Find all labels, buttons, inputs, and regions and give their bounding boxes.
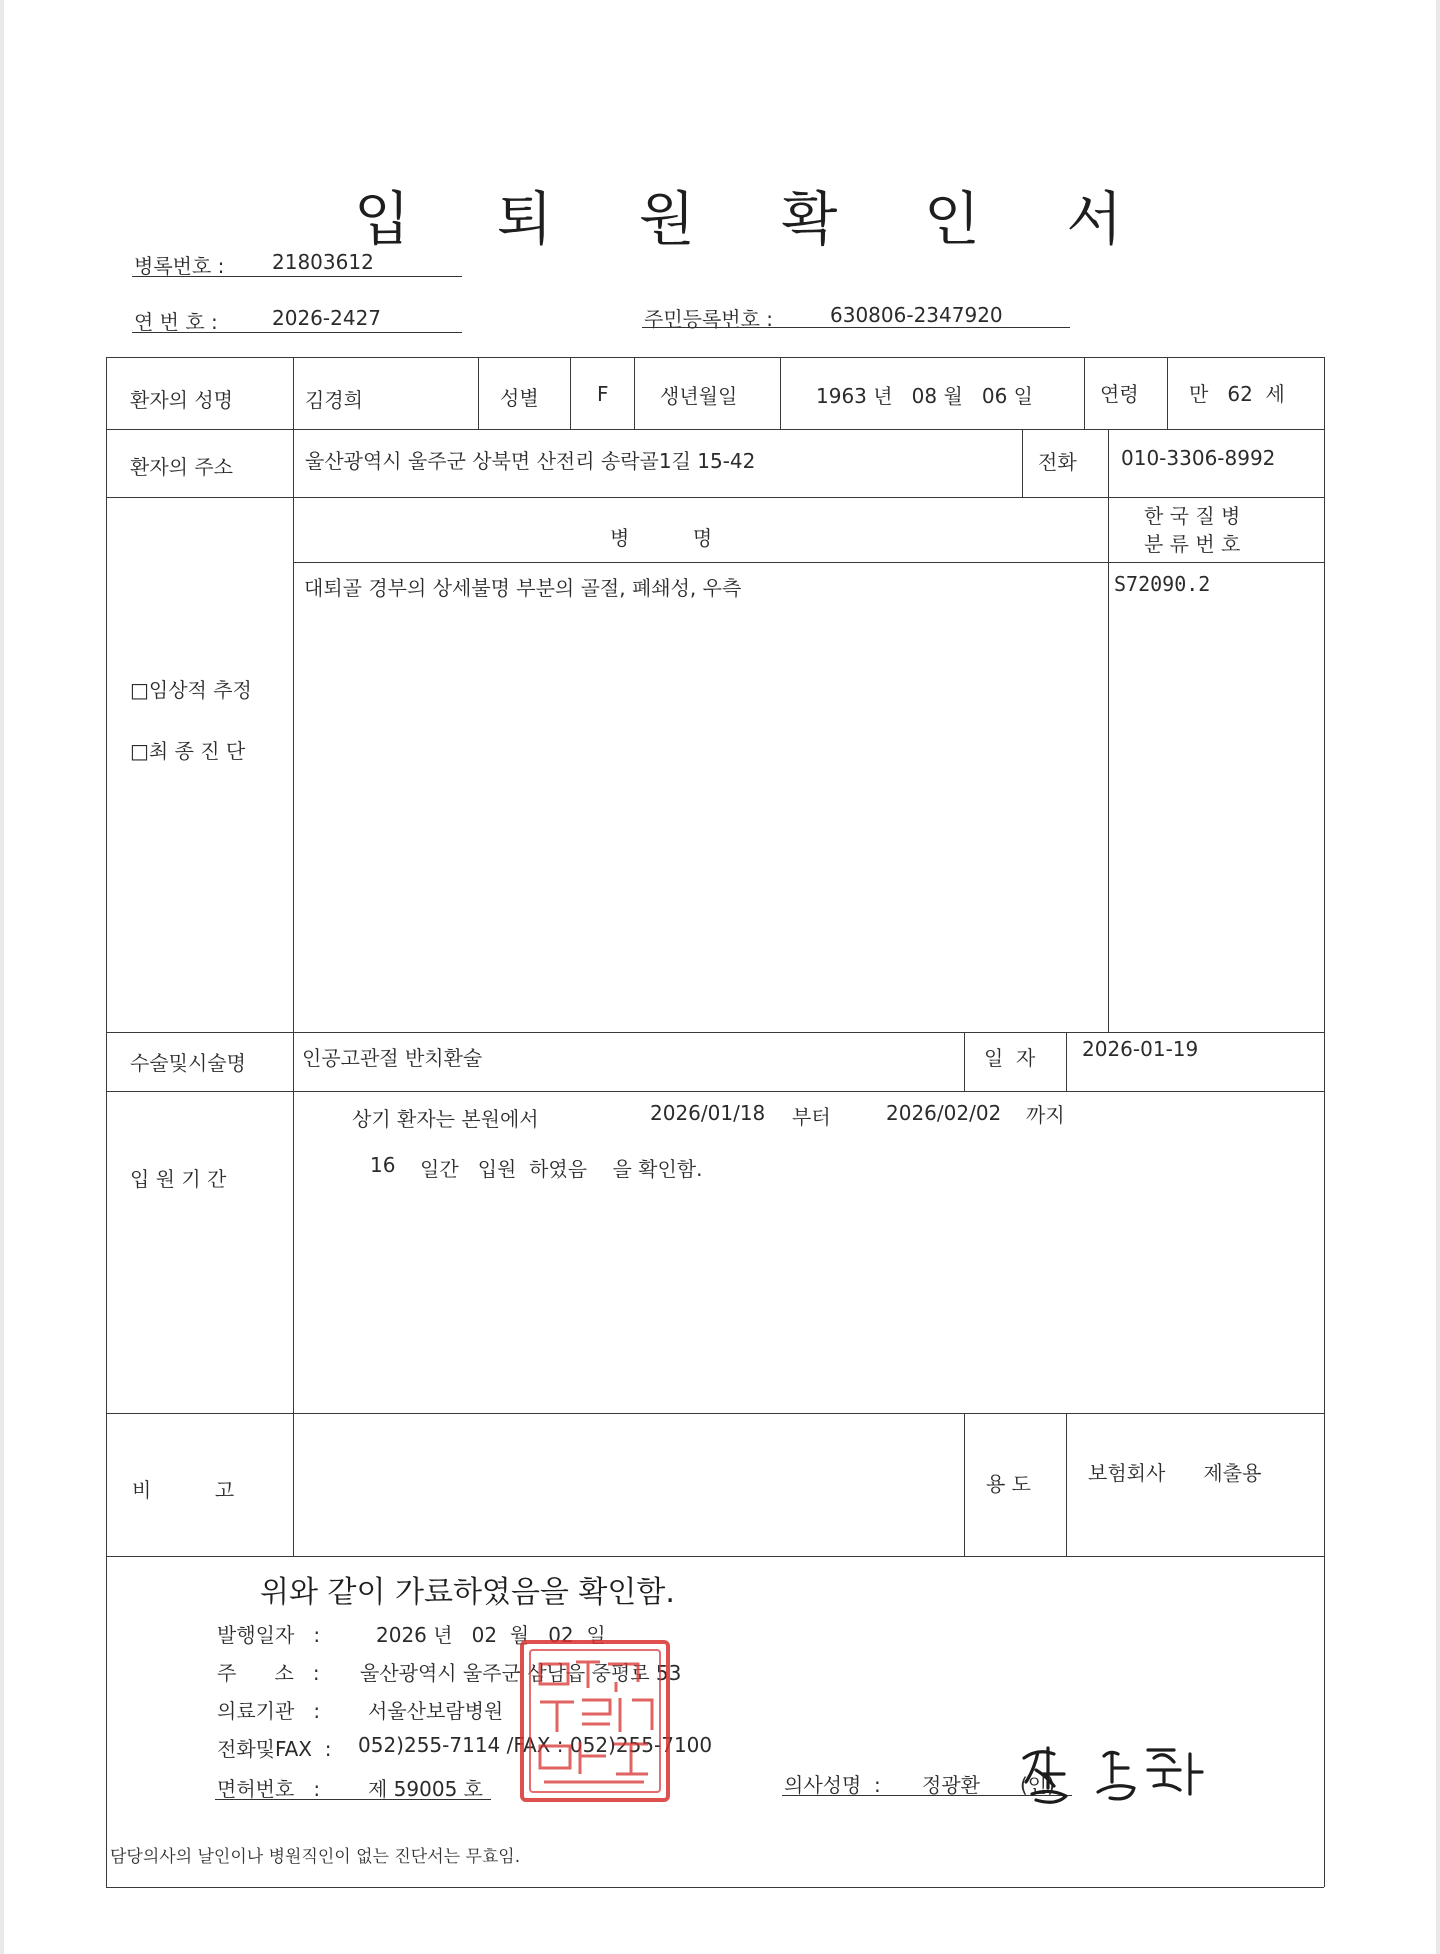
surgery-label: 수술및시술명 [130, 1051, 246, 1075]
document-title: 입 퇴 원 확 인 서 [354, 185, 1157, 253]
row1-divider-e [1084, 357, 1085, 429]
remarks-divider-b [1066, 1413, 1067, 1556]
disease-name: 대퇴골 경부의 상세불명 부분의 골절, 폐쇄성, 우측 [304, 576, 742, 600]
row-divider-4 [106, 1091, 1324, 1092]
row1-divider-f [1167, 357, 1168, 429]
row1-divider-a [478, 357, 479, 429]
row1-divider-b [570, 357, 571, 429]
row-divider-5 [106, 1413, 1324, 1414]
code-header-line2: 분 류 번 호 [1144, 532, 1241, 556]
hospital-address-label: 주 소 : [217, 1661, 320, 1685]
admission-days: 16 [370, 1153, 396, 1177]
row-divider-3 [106, 1032, 1324, 1033]
row2-divider-a [1022, 429, 1023, 497]
license-number: 제 59005 호 [368, 1777, 483, 1801]
admission-line1-text: 상기 환자는 본원에서 [352, 1107, 539, 1131]
hospital-address: 울산광역시 울주군 삼남읍 중평로 53 [360, 1661, 682, 1685]
contact-value: 052)255-7114 /FAX : 052)255-7100 [358, 1733, 713, 1757]
institution-label: 의료기관 : [217, 1699, 321, 1723]
confirmation-border-bottom [106, 1887, 1324, 1888]
sex-value: F [597, 382, 609, 406]
row-divider-disease-header [293, 562, 1324, 563]
purpose-label: 용 도 [986, 1472, 1031, 1496]
patient-address: 울산광역시 울주군 상북면 산전리 송락골1길 15-42 [305, 449, 756, 473]
surgery-divider-b [1066, 1032, 1067, 1091]
admission-to-date: 2026/02/02 [886, 1101, 1002, 1125]
doctor-name: 정광환 [922, 1773, 980, 1797]
confirmation-statement: 위와 같이 가료하였음을 확인함. [260, 1575, 675, 1610]
surgery-divider-a [964, 1032, 965, 1091]
record-number: 21803612 [272, 250, 374, 274]
doctor-seal-mark: (인) [1020, 1773, 1055, 1797]
issue-date-label: 발행일자 : [217, 1623, 321, 1647]
surgery-name: 인공고관절 반치환술 [302, 1046, 483, 1070]
serial-number: 2026-2427 [272, 306, 382, 330]
row-divider-2 [106, 497, 1324, 498]
clinical-estimate-checkbox: □임상적 추정 [130, 678, 252, 702]
admission-line2-text: 일간 입원 하였음 을 확인함. [420, 1157, 703, 1181]
serial-number-label: 연 번 호 : [134, 310, 218, 334]
sex-label: 성별 [500, 386, 539, 410]
surgery-date-label: 일 자 [984, 1046, 1036, 1070]
table-border-left [106, 357, 107, 1887]
institution-name: 서울산보람병원 [368, 1699, 504, 1723]
remarks-divider-a [964, 1413, 965, 1556]
label-column-divider [293, 357, 294, 1556]
rrn-label: 주민등록번호 : [644, 307, 774, 331]
age-value: 만 62 세 [1189, 382, 1285, 406]
license-underline [215, 1799, 491, 1800]
issue-date: 2026 년 02 월 02 일 [376, 1623, 606, 1647]
doctor-signature [1018, 1736, 1218, 1812]
admission-from-date: 2026/01/18 [650, 1101, 766, 1125]
record-number-label: 병록번호 : [134, 254, 225, 278]
document-page [4, 0, 1436, 1954]
rrn-underline [642, 327, 1070, 328]
surgery-date: 2026-01-19 [1082, 1037, 1199, 1061]
table-border-bottom [106, 1556, 1324, 1557]
rrn-value: 630806-2347920 [830, 303, 1003, 327]
disease-code: S72090.2 [1114, 572, 1211, 596]
hospital-seal-stamp [518, 1638, 672, 1804]
license-label: 면허번호 : [217, 1777, 321, 1801]
age-label: 연령 [1100, 382, 1139, 406]
patient-name: 김경희 [305, 388, 363, 412]
table-border-right [1324, 357, 1325, 1887]
admission-to-suffix: 까지 [1026, 1103, 1065, 1127]
record-number-underline [132, 276, 462, 277]
validity-footnote: 담당의사의 날인이나 병원직인이 없는 진단서는 무효임. [110, 1847, 521, 1867]
row-divider-1 [106, 429, 1324, 430]
admission-from-suffix: 부터 [792, 1105, 831, 1129]
row1-divider-c [634, 357, 635, 429]
code-header-line1: 한 국 질 병 [1144, 504, 1241, 528]
serial-number-underline [132, 332, 462, 333]
dob-value: 1963 년 08 월 06 일 [816, 384, 1033, 408]
code-column-divider [1108, 497, 1109, 1032]
row1-divider-d [780, 357, 781, 429]
disease-header: 병 명 [610, 526, 713, 550]
row2-divider-b [1108, 429, 1109, 497]
doctor-label: 의사성명 : [784, 1773, 881, 1797]
phone-value: 010-3306-8992 [1121, 446, 1276, 470]
phone-label: 전화 [1038, 450, 1077, 474]
admission-period-label: 입 원 기 간 [130, 1167, 227, 1191]
dob-label: 생년월일 [660, 384, 738, 408]
purpose-value: 보험회사 제출용 [1088, 1461, 1262, 1485]
remarks-label: 비 고 [132, 1478, 235, 1502]
contact-label: 전화및FAX : [217, 1737, 332, 1761]
final-diagnosis-checkbox: □최 종 진 단 [130, 739, 246, 763]
address-label: 환자의 주소 [130, 455, 233, 479]
table-border-top [106, 357, 1324, 358]
patient-name-label: 환자의 성명 [130, 388, 233, 412]
